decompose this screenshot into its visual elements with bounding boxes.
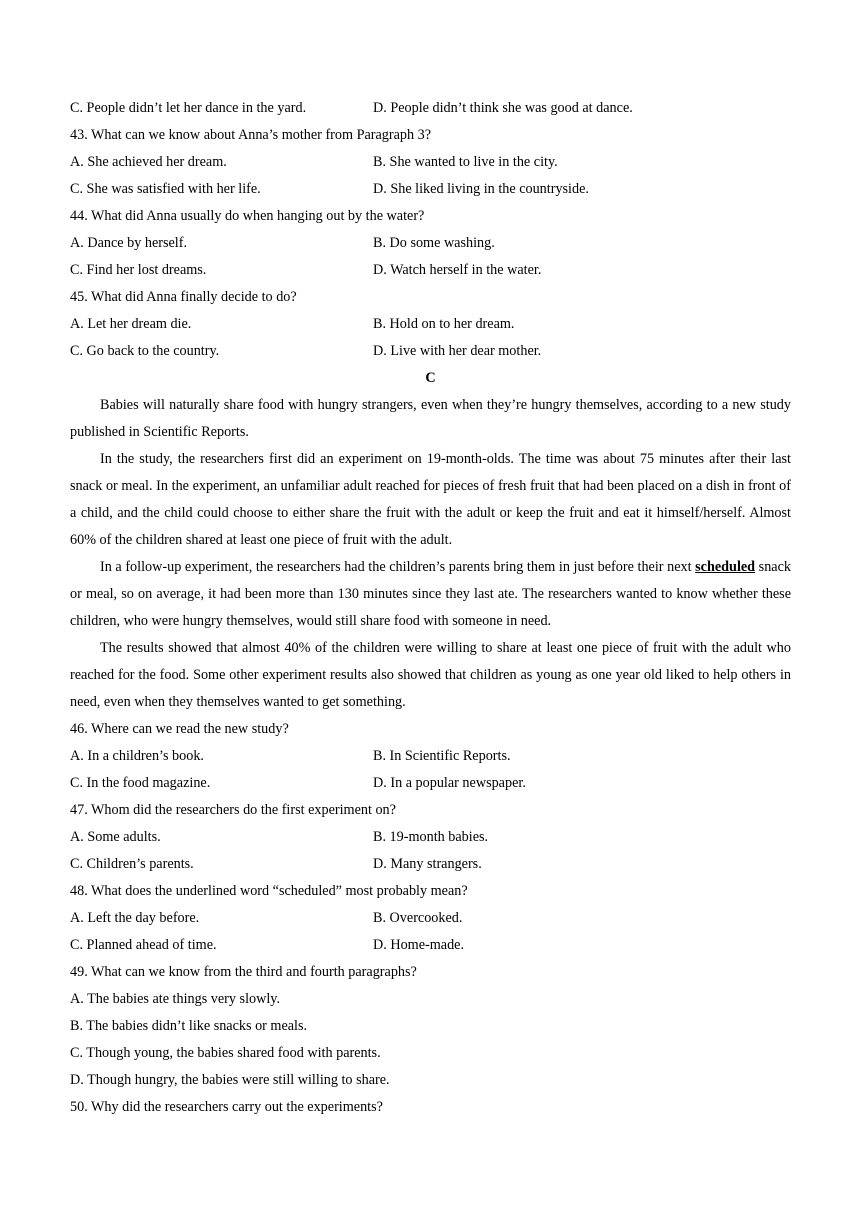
q48-option-b: B. Overcooked. <box>373 910 463 926</box>
q45-options-row-2 <box>70 338 791 365</box>
passage-paragraph-1: Babies will naturally share food with hungry strangers, even when they’re hungry themselves, according to a new study published in Scientific Reports. <box>70 397 791 440</box>
q48-options-row-1 <box>70 905 791 932</box>
q42-option-d: D. People didn’t think she was good at dance. <box>373 100 633 116</box>
section-c-heading: C <box>425 370 436 386</box>
q46-option-b: B. In Scientific Reports. <box>373 748 511 764</box>
paragraph-3-end: snack or meal, so on average, it had been more than 130 minutes since they last ate. The researchers wanted to know whether these children, who were hungry themselves, would still share food with someone in need. <box>70 559 791 629</box>
q48-option-d: D. Home-made. <box>373 937 465 953</box>
q47-option-a: A. Some adults. <box>70 829 161 845</box>
q45-options-row-1 <box>70 311 791 338</box>
q46-options-row-2 <box>70 770 791 797</box>
q46-question: 46. Where can we read the new study? <box>70 721 289 737</box>
q50-question: 50. Why did the researchers carry out the experiments? <box>70 1099 383 1115</box>
q43-options-row-2 <box>70 176 791 203</box>
q48-option-a: A. Left the day before. <box>70 910 200 926</box>
paragraph-3-start: In a follow-up experiment, the researchers had the children’s parents bring them in just before their next <box>100 559 696 575</box>
q47-option-b: B. 19-month babies. <box>373 829 489 845</box>
q44-options-row-1 <box>70 230 791 257</box>
document-content <box>70 95 791 1121</box>
q48-options-row-2 <box>70 932 791 959</box>
q46-option-d: D. In a popular newspaper. <box>373 775 526 791</box>
q43-option-d: D. She liked living in the countryside. <box>373 181 589 197</box>
underlined-word-scheduled: scheduled <box>695 559 756 575</box>
q47-option-c: C. Children’s parents. <box>70 856 194 872</box>
q47-options-row-1 <box>70 824 791 851</box>
q49-option-b: B. The babies didn’t like snacks or meals. <box>70 1018 308 1034</box>
q44-option-b: B. Do some washing. <box>373 235 495 251</box>
q43-options-row-1 <box>70 149 791 176</box>
q47-option-d: D. Many strangers. <box>373 856 482 872</box>
q45-option-d: D. Live with her dear mother. <box>373 343 542 359</box>
q48-question: 48. What does the underlined word “scheduled” most probably mean? <box>70 883 468 899</box>
q42-options-row-2 <box>70 95 791 122</box>
q42-option-c: C. People didn’t let her dance in the yard. <box>70 100 307 116</box>
q43-question: 43. What can we know about Anna’s mother from Paragraph 3? <box>70 127 432 143</box>
q44-question: 44. What did Anna usually do when hanging out by the water? <box>70 208 425 224</box>
q46-option-a: A. In a children’s book. <box>70 748 204 764</box>
q45-option-c: C. Go back to the country. <box>70 343 220 359</box>
passage-paragraph-3 <box>70 554 791 635</box>
q49-option-c: C. Though young, the babies shared food with parents. <box>70 1045 381 1061</box>
passage-paragraph-2: In the study, the researchers first did an experiment on 19-month-olds. The time was about 75 minutes after their last snack or meal. In the experiment, an unfamiliar adult reached for pieces of fresh fruit that had been placed on a dish in front of a child, and the child could choose to either share the fruit with the adult or keep the fruit and eat it himself/herself. Almost 60% of the children shared at least one piece of fruit with the adult. <box>70 451 791 548</box>
q45-option-a: A. Let her dream die. <box>70 316 192 332</box>
q43-option-b: B. She wanted to live in the city. <box>373 154 558 170</box>
q44-option-c: C. Find her lost dreams. <box>70 262 207 278</box>
q44-option-d: D. Watch herself in the water. <box>373 262 542 278</box>
q49-question: 49. What can we know from the third and fourth paragraphs? <box>70 964 417 980</box>
q46-option-c: C. In the food magazine. <box>70 775 211 791</box>
q45-option-b: B. Hold on to her dream. <box>373 316 515 332</box>
q49-option-a: A. The babies ate things very slowly. <box>70 991 281 1007</box>
q43-option-c: C. She was satisfied with her life. <box>70 181 261 197</box>
q44-options-row-2 <box>70 257 791 284</box>
q48-option-c: C. Planned ahead of time. <box>70 937 217 953</box>
q44-option-a: A. Dance by herself. <box>70 235 187 251</box>
q43-option-a: A. She achieved her dream. <box>70 154 227 170</box>
passage-paragraph-4: The results showed that almost 40% of the children were willing to share at least one piece of fruit with the adult who reached for the food. Some other experiment results also showed that children as young as one year old liked to help others in need, even when they themselves wanted to get something. <box>70 640 791 710</box>
q46-options-row-1 <box>70 743 791 770</box>
q49-option-d: D. Though hungry, the babies were still willing to share. <box>70 1072 390 1088</box>
q47-options-row-2 <box>70 851 791 878</box>
q45-question: 45. What did Anna finally decide to do? <box>70 289 297 305</box>
q47-question: 47. Whom did the researchers do the first experiment on? <box>70 802 396 818</box>
